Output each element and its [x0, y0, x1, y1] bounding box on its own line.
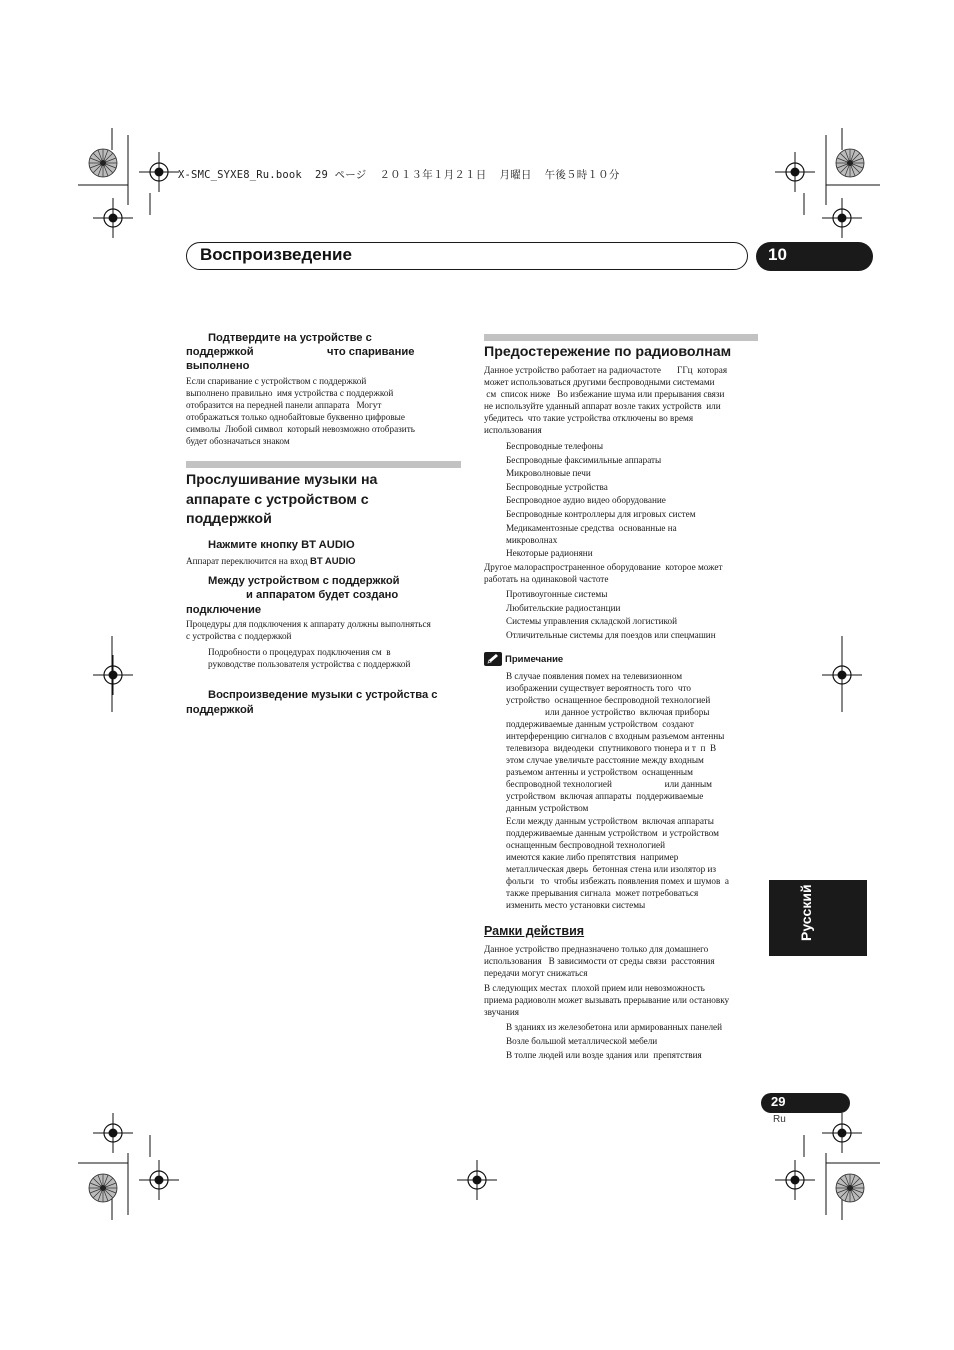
list-item: Отличительные системы для поездов или спецмашин — [506, 629, 716, 640]
text-line: устройство оснащенное беспроводной технологией — [506, 695, 711, 705]
text-line: поддерживаемые данным устройством и устройством — [506, 828, 719, 838]
text-line: передачи могут снижаться — [484, 968, 588, 978]
page-language-code: Ru — [773, 1114, 786, 1125]
text-line: разъемом антенны и устройством оснащенным — [506, 767, 693, 777]
print-info-line: X-SMC_SYXE8_Ru.book 29 ページ ２０１３年１月２１日 月曜日 午後５時１０分 — [178, 169, 620, 181]
note-paragraph-2 — [506, 815, 729, 911]
note-paragraph-1 — [506, 670, 724, 814]
step1-heading: Нажмите кнопку BT AUDIO — [208, 539, 355, 551]
text-line: изображении существует вероятность того что — [506, 683, 691, 693]
text-line: не используйте уданный аппарат возле таких устройств или — [484, 401, 721, 411]
text-line: отобразится на передней панели аппарата Могут — [186, 400, 382, 410]
other-equipment-intro — [484, 561, 722, 585]
list-item: В зданиях из железобетона или армированных панелей — [506, 1022, 723, 1032]
text-line: приема радиоволн может вызывать прерывание или остановку — [484, 995, 730, 1005]
text-line: Данное устройство предназначено только для домашнего — [484, 944, 709, 954]
confirm-heading-line-2a: поддержкой — [186, 346, 254, 358]
text-line: может использоваться другими беспроводными системами — [484, 377, 715, 387]
list-item: Медикаментозные средства основанные на — [506, 522, 677, 533]
list-item: Некоторые радионяни — [506, 548, 593, 559]
step2-heading-line-2: и аппаратом будет создано — [246, 589, 399, 601]
section-title-line: аппарате с устройством с — [186, 491, 369, 508]
step1-text — [186, 555, 356, 568]
section-title-line: Прослушивание музыки на — [186, 472, 378, 488]
page-number: 29 — [771, 1094, 786, 1109]
text-line: выполнено правильно имя устройства с поддержкой — [186, 388, 394, 398]
text-line: или данное устройство включая приборы — [506, 707, 710, 717]
chapter-title: Воспроизведение — [200, 245, 352, 264]
places-list — [506, 1021, 722, 1061]
text-line: В следующих местах плохой прием или невозможность — [484, 983, 705, 993]
section-divider — [186, 461, 461, 468]
text-line: Другое малораспространенное оборудование которое может — [484, 562, 723, 572]
step3-heading-line-2: поддержкой — [186, 704, 254, 716]
step2-heading-line-3: подключение — [186, 604, 262, 616]
text-line: интерференцию сигналов с входным разъемом антенны — [506, 731, 725, 741]
list-item: Беспроводные контроллеры для игровых систем — [506, 508, 696, 519]
text-line: поддерживаемые данным устройством создают — [506, 719, 694, 729]
step2-heading-line-1: Между устройством с поддержкой — [208, 575, 400, 587]
list-item: Возле большой металлической мебели — [506, 1035, 658, 1046]
text-line: см список ниже Во избежание шума или прерывания связи — [484, 389, 725, 399]
text-line: телевизора видеодеки спутникового тюнера и т п В — [506, 743, 717, 753]
text-line: оснащенным беспроводной технологией — [506, 840, 666, 850]
range-paragraph-1 — [484, 943, 715, 979]
text-line: имеются какие либо препятствия например — [506, 852, 679, 862]
text-line: изменить место установки системы — [506, 900, 646, 910]
language-tab-label: Русский — [798, 884, 814, 941]
text-line: руководстве пользователя устройства с поддержкой — [208, 659, 411, 669]
confirm-heading-line-1: Подтвердите на устройстве с — [208, 332, 372, 344]
text-line: будет обозначаться знаком — [186, 436, 290, 446]
text-line: отображаться только однобайтовые буквенно цифровые — [186, 412, 405, 422]
text-line: использования — [484, 425, 542, 435]
text-line: использования В зависимости от среды связи расстояния — [484, 956, 715, 966]
confirm-paragraph — [186, 375, 415, 447]
list-item: В толпе людей или возде здания или препятствия — [506, 1049, 702, 1060]
text-line: с устройства с поддержкой — [186, 631, 292, 641]
list-item: Любительские радиостанции — [506, 602, 621, 613]
list-item: Противоугонные системы — [506, 589, 608, 599]
section-title-listening — [186, 471, 461, 530]
step1-text-body: Аппарат переключится на вход — [186, 556, 308, 566]
text-line: Подробности о процедурах подключения см в — [208, 647, 391, 657]
text-line: данным устройством — [506, 803, 589, 813]
list-item: Беспроводные факсимильные аппараты — [506, 454, 662, 465]
text-line: Данное устройство работает на радиочастоте ГГц которая — [484, 365, 728, 375]
text-line: фольги то чтобы избежать появления помех и шумов а — [506, 876, 729, 886]
list-item: Беспроводное аудио видео оборудование — [506, 495, 666, 506]
step2-paragraph — [186, 618, 431, 642]
device-list — [506, 440, 696, 559]
section-title-line: поддержкой — [186, 511, 272, 527]
list-item: Беспроводные телефоны — [506, 441, 604, 451]
list-item-continued: микроволнах — [506, 534, 558, 545]
range-section-title: Рамки действия — [484, 924, 585, 938]
list-item: Беспроводные устройства — [506, 481, 608, 492]
list-item: Системы управления складской логистикой — [506, 616, 678, 627]
text-line: звучания — [484, 1007, 520, 1017]
text-line: убедитесь что такие устройства отключены во время — [484, 413, 694, 423]
section-divider — [484, 334, 758, 341]
text-line: также прерывания сигнала может потребоваться — [506, 888, 699, 898]
confirm-heading-line-3: выполнено — [186, 360, 250, 372]
text-line: символы Любой символ который невозможно отобразить — [186, 424, 415, 434]
text-line: работать на одинаковой частоте — [484, 574, 609, 584]
note-label: Примечание — [505, 654, 564, 665]
note-pencil-icon — [484, 652, 502, 666]
text-line: Если между данным устройством включая аппараты — [506, 816, 714, 826]
list-item: Микроволновые печи — [506, 468, 591, 479]
other-equipment-list — [506, 588, 716, 641]
radio-intro — [484, 364, 727, 436]
text-line: металлическая дверь бетонная стена или изолятор из — [506, 864, 717, 874]
radio-section-title: Предостережение по радиоволнам — [484, 344, 732, 360]
text-line: этом случае увеличьте расстояние между входным — [506, 755, 704, 765]
chapter-number: 10 — [768, 245, 787, 264]
text-line: Процедуры для подключения к аппарату должны выполняться — [186, 619, 431, 629]
step2-note — [208, 646, 410, 670]
range-paragraph-2 — [484, 982, 729, 1018]
step3-heading-line-1: Воспроизведение музыки с устройства с — [208, 689, 438, 701]
language-tab — [769, 880, 867, 956]
step1-text-input-name: BT AUDIO — [309, 556, 356, 567]
text-line: Если спаривание с устройством с поддержкой — [186, 376, 367, 386]
confirm-heading-line-2b: что спаривание — [327, 346, 415, 358]
text-line: В случае появления помех на телевизионном — [506, 671, 683, 681]
text-line: устройством включая аппараты поддерживаемые — [506, 791, 704, 801]
text-line: беспроводной технологией или данным — [506, 779, 712, 789]
